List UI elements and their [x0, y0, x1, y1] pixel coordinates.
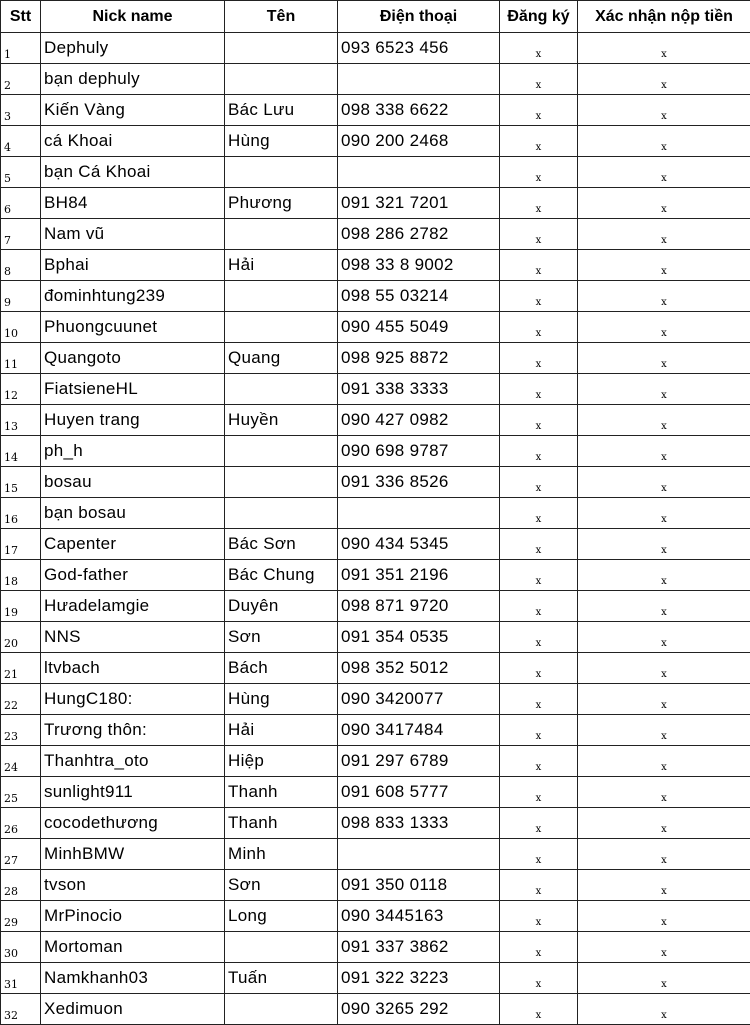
dang-ky-mark: x	[500, 591, 578, 622]
xac-nhan-mark: x	[578, 64, 750, 95]
xac-nhan-mark: x	[578, 591, 750, 622]
stt-cell: 29	[1, 901, 41, 932]
stt-cell: 24	[1, 746, 41, 777]
nick-name-cell: MrPinocio	[41, 901, 225, 932]
stt-cell: 16	[1, 498, 41, 529]
table-row	[1, 95, 750, 126]
table-row	[1, 188, 750, 219]
header-dien-thoai: Điện thoại	[338, 1, 500, 33]
table-row	[1, 994, 750, 1025]
phone-cell: 090 434 5345	[338, 529, 500, 560]
dang-ky-mark: x	[500, 839, 578, 870]
ten-cell: Duyên	[225, 591, 338, 622]
stt-cell: 19	[1, 591, 41, 622]
dang-ky-mark: x	[500, 467, 578, 498]
phone-cell: 091 322 3223	[338, 963, 500, 994]
phone-cell: 091 297 6789	[338, 746, 500, 777]
header-xac-nhan-nop-tien: Xác nhận nộp tiền	[578, 1, 750, 33]
ten-cell	[225, 33, 338, 64]
xac-nhan-mark: x	[578, 281, 750, 312]
nick-name-cell: đominhtung239	[41, 281, 225, 312]
ten-cell: Tuấn	[225, 963, 338, 994]
table-row	[1, 498, 750, 529]
dang-ky-mark: x	[500, 994, 578, 1025]
stt-cell: 4	[1, 126, 41, 157]
nick-name-cell: Bphai	[41, 250, 225, 281]
nick-name-cell: bạn bosau	[41, 498, 225, 529]
ten-cell: Bách	[225, 653, 338, 684]
table-row	[1, 591, 750, 622]
table-row	[1, 870, 750, 901]
ten-cell: Bác Chung	[225, 560, 338, 591]
phone-cell: 090 427 0982	[338, 405, 500, 436]
xac-nhan-mark: x	[578, 498, 750, 529]
xac-nhan-mark: x	[578, 653, 750, 684]
table-row	[1, 684, 750, 715]
stt-cell: 10	[1, 312, 41, 343]
stt-cell: 17	[1, 529, 41, 560]
table-row	[1, 529, 750, 560]
dang-ky-mark: x	[500, 746, 578, 777]
table-row	[1, 839, 750, 870]
nick-name-cell: Namkhanh03	[41, 963, 225, 994]
table-row	[1, 64, 750, 95]
xac-nhan-mark: x	[578, 839, 750, 870]
phone-cell: 098 833 1333	[338, 808, 500, 839]
table-row	[1, 312, 750, 343]
nick-name-cell: Dephuly	[41, 33, 225, 64]
header-ten: Tên	[225, 1, 338, 33]
dang-ky-mark: x	[500, 498, 578, 529]
phone-cell: 091 350 0118	[338, 870, 500, 901]
phone-cell: 098 338 6622	[338, 95, 500, 126]
phone-cell: 090 3420077	[338, 684, 500, 715]
ten-cell: Hải	[225, 250, 338, 281]
ten-cell: Long	[225, 901, 338, 932]
stt-cell: 8	[1, 250, 41, 281]
phone-cell: 090 3265 292	[338, 994, 500, 1025]
phone-cell: 090 455 5049	[338, 312, 500, 343]
nick-name-cell: tvson	[41, 870, 225, 901]
table-row	[1, 33, 750, 64]
phone-cell: 091 321 7201	[338, 188, 500, 219]
nick-name-cell: Huyen trang	[41, 405, 225, 436]
ten-cell	[225, 932, 338, 963]
xac-nhan-mark: x	[578, 560, 750, 591]
ten-cell: Phương	[225, 188, 338, 219]
xac-nhan-mark: x	[578, 436, 750, 467]
ten-cell: Sơn	[225, 622, 338, 653]
stt-cell: 9	[1, 281, 41, 312]
ten-cell	[225, 64, 338, 95]
dang-ky-mark: x	[500, 64, 578, 95]
dang-ky-mark: x	[500, 436, 578, 467]
stt-cell: 32	[1, 994, 41, 1025]
nick-name-cell: Capenter	[41, 529, 225, 560]
header-row	[1, 1, 750, 33]
xac-nhan-mark: x	[578, 963, 750, 994]
table-row	[1, 653, 750, 684]
ten-cell	[225, 467, 338, 498]
nick-name-cell: Thanhtra_oto	[41, 746, 225, 777]
dang-ky-mark: x	[500, 219, 578, 250]
phone-cell	[338, 498, 500, 529]
ten-cell: Minh	[225, 839, 338, 870]
header-nick-name: Nick name	[41, 1, 225, 33]
phone-cell: 091 337 3862	[338, 932, 500, 963]
stt-cell: 23	[1, 715, 41, 746]
ten-cell: Thanh	[225, 808, 338, 839]
table-row	[1, 374, 750, 405]
dang-ky-mark: x	[500, 188, 578, 219]
stt-cell: 26	[1, 808, 41, 839]
nick-name-cell: bosau	[41, 467, 225, 498]
xac-nhan-mark: x	[578, 808, 750, 839]
stt-cell: 20	[1, 622, 41, 653]
xac-nhan-mark: x	[578, 715, 750, 746]
ten-cell	[225, 157, 338, 188]
ten-cell: Bác Sơn	[225, 529, 338, 560]
xac-nhan-mark: x	[578, 994, 750, 1025]
xac-nhan-mark: x	[578, 901, 750, 932]
xac-nhan-mark: x	[578, 622, 750, 653]
dang-ky-mark: x	[500, 653, 578, 684]
phone-cell: 091 608 5777	[338, 777, 500, 808]
ten-cell	[225, 219, 338, 250]
table-row	[1, 963, 750, 994]
nick-name-cell: Mortoman	[41, 932, 225, 963]
nick-name-cell: Phuongcuunet	[41, 312, 225, 343]
dang-ky-mark: x	[500, 405, 578, 436]
stt-cell: 25	[1, 777, 41, 808]
xac-nhan-mark: x	[578, 405, 750, 436]
dang-ky-mark: x	[500, 250, 578, 281]
xac-nhan-mark: x	[578, 157, 750, 188]
stt-cell: 6	[1, 188, 41, 219]
ten-cell: Bác Lưu	[225, 95, 338, 126]
phone-cell: 098 286 2782	[338, 219, 500, 250]
phone-cell	[338, 157, 500, 188]
header-stt: Stt	[1, 1, 41, 33]
ten-cell	[225, 312, 338, 343]
phone-cell: 090 3445163	[338, 901, 500, 932]
ten-cell: Thanh	[225, 777, 338, 808]
table-row	[1, 901, 750, 932]
phone-cell: 098 925 8872	[338, 343, 500, 374]
stt-cell: 30	[1, 932, 41, 963]
nick-name-cell: Nam vũ	[41, 219, 225, 250]
nick-name-cell: Xedimuon	[41, 994, 225, 1025]
stt-cell: 1	[1, 33, 41, 64]
phone-cell: 093 6523 456	[338, 33, 500, 64]
dang-ky-mark: x	[500, 901, 578, 932]
nick-name-cell: ph_h	[41, 436, 225, 467]
table-row	[1, 219, 750, 250]
nick-name-cell: Trương thôn:	[41, 715, 225, 746]
dang-ky-mark: x	[500, 281, 578, 312]
xac-nhan-mark: x	[578, 529, 750, 560]
table-row	[1, 281, 750, 312]
stt-cell: 27	[1, 839, 41, 870]
stt-cell: 28	[1, 870, 41, 901]
nick-name-cell: FiatsieneHL	[41, 374, 225, 405]
stt-cell: 18	[1, 560, 41, 591]
xac-nhan-mark: x	[578, 250, 750, 281]
dang-ky-mark: x	[500, 777, 578, 808]
dang-ky-mark: x	[500, 963, 578, 994]
phone-cell: 098 55 03214	[338, 281, 500, 312]
table-row	[1, 777, 750, 808]
dang-ky-mark: x	[500, 932, 578, 963]
xac-nhan-mark: x	[578, 870, 750, 901]
dang-ky-mark: x	[500, 622, 578, 653]
phone-cell: 098 871 9720	[338, 591, 500, 622]
table-row	[1, 250, 750, 281]
stt-cell: 13	[1, 405, 41, 436]
stt-cell: 31	[1, 963, 41, 994]
phone-cell: 091 354 0535	[338, 622, 500, 653]
table-row	[1, 467, 750, 498]
dang-ky-mark: x	[500, 808, 578, 839]
table-row	[1, 405, 750, 436]
stt-cell: 14	[1, 436, 41, 467]
phone-cell	[338, 64, 500, 95]
stt-cell: 22	[1, 684, 41, 715]
xac-nhan-mark: x	[578, 746, 750, 777]
dang-ky-mark: x	[500, 529, 578, 560]
table-row	[1, 808, 750, 839]
nick-name-cell: MinhBMW	[41, 839, 225, 870]
ten-cell: Hùng	[225, 684, 338, 715]
table-row	[1, 932, 750, 963]
phone-cell: 098 33 8 9002	[338, 250, 500, 281]
phone-cell: 091 336 8526	[338, 467, 500, 498]
table-row	[1, 436, 750, 467]
table-row	[1, 715, 750, 746]
ten-cell	[225, 374, 338, 405]
nick-name-cell: ltvbach	[41, 653, 225, 684]
xac-nhan-mark: x	[578, 467, 750, 498]
xac-nhan-mark: x	[578, 95, 750, 126]
ten-cell	[225, 994, 338, 1025]
xac-nhan-mark: x	[578, 777, 750, 808]
stt-cell: 15	[1, 467, 41, 498]
nick-name-cell: God-father	[41, 560, 225, 591]
xac-nhan-mark: x	[578, 684, 750, 715]
ten-cell: Hiệp	[225, 746, 338, 777]
nick-name-cell: Quangoto	[41, 343, 225, 374]
dang-ky-mark: x	[500, 157, 578, 188]
xac-nhan-mark: x	[578, 126, 750, 157]
nick-name-cell: bạn dephuly	[41, 64, 225, 95]
dang-ky-mark: x	[500, 95, 578, 126]
xac-nhan-mark: x	[578, 33, 750, 64]
xac-nhan-mark: x	[578, 312, 750, 343]
ten-cell	[225, 436, 338, 467]
dang-ky-mark: x	[500, 126, 578, 157]
stt-cell: 2	[1, 64, 41, 95]
xac-nhan-mark: x	[578, 374, 750, 405]
nick-name-cell: bạn Cá Khoai	[41, 157, 225, 188]
stt-cell: 7	[1, 219, 41, 250]
dang-ky-mark: x	[500, 312, 578, 343]
nick-name-cell: BH84	[41, 188, 225, 219]
table-row	[1, 560, 750, 591]
ten-cell: Sơn	[225, 870, 338, 901]
xac-nhan-mark: x	[578, 932, 750, 963]
phone-cell: 098 352 5012	[338, 653, 500, 684]
xac-nhan-mark: x	[578, 188, 750, 219]
phone-cell	[338, 839, 500, 870]
nick-name-cell: HungC180:	[41, 684, 225, 715]
nick-name-cell: NNS	[41, 622, 225, 653]
phone-cell: 090 200 2468	[338, 126, 500, 157]
ten-cell	[225, 498, 338, 529]
ten-cell	[225, 281, 338, 312]
phone-cell: 091 338 3333	[338, 374, 500, 405]
dang-ky-mark: x	[500, 684, 578, 715]
xac-nhan-mark: x	[578, 219, 750, 250]
phone-cell: 091 351 2196	[338, 560, 500, 591]
nick-name-cell: Kiến Vàng	[41, 95, 225, 126]
dang-ky-mark: x	[500, 560, 578, 591]
dang-ky-mark: x	[500, 374, 578, 405]
nick-name-cell: cocodethương	[41, 808, 225, 839]
nick-name-cell: Hưadelamgie	[41, 591, 225, 622]
dang-ky-mark: x	[500, 33, 578, 64]
header-dang-ky: Đăng ký	[500, 1, 578, 33]
phone-cell: 090 698 9787	[338, 436, 500, 467]
ten-cell: Hải	[225, 715, 338, 746]
nick-name-cell: sunlight911	[41, 777, 225, 808]
xac-nhan-mark: x	[578, 343, 750, 374]
phone-cell: 090 3417484	[338, 715, 500, 746]
table-row	[1, 746, 750, 777]
stt-cell: 3	[1, 95, 41, 126]
ten-cell: Huyền	[225, 405, 338, 436]
stt-cell: 5	[1, 157, 41, 188]
dang-ky-mark: x	[500, 870, 578, 901]
stt-cell: 21	[1, 653, 41, 684]
nick-name-cell: cá Khoai	[41, 126, 225, 157]
table-row	[1, 622, 750, 653]
table-row	[1, 157, 750, 188]
table-row	[1, 343, 750, 374]
dang-ky-mark: x	[500, 715, 578, 746]
ten-cell: Quang	[225, 343, 338, 374]
table-row	[1, 126, 750, 157]
dang-ky-mark: x	[500, 343, 578, 374]
ten-cell: Hùng	[225, 126, 338, 157]
stt-cell: 12	[1, 374, 41, 405]
stt-cell: 11	[1, 343, 41, 374]
